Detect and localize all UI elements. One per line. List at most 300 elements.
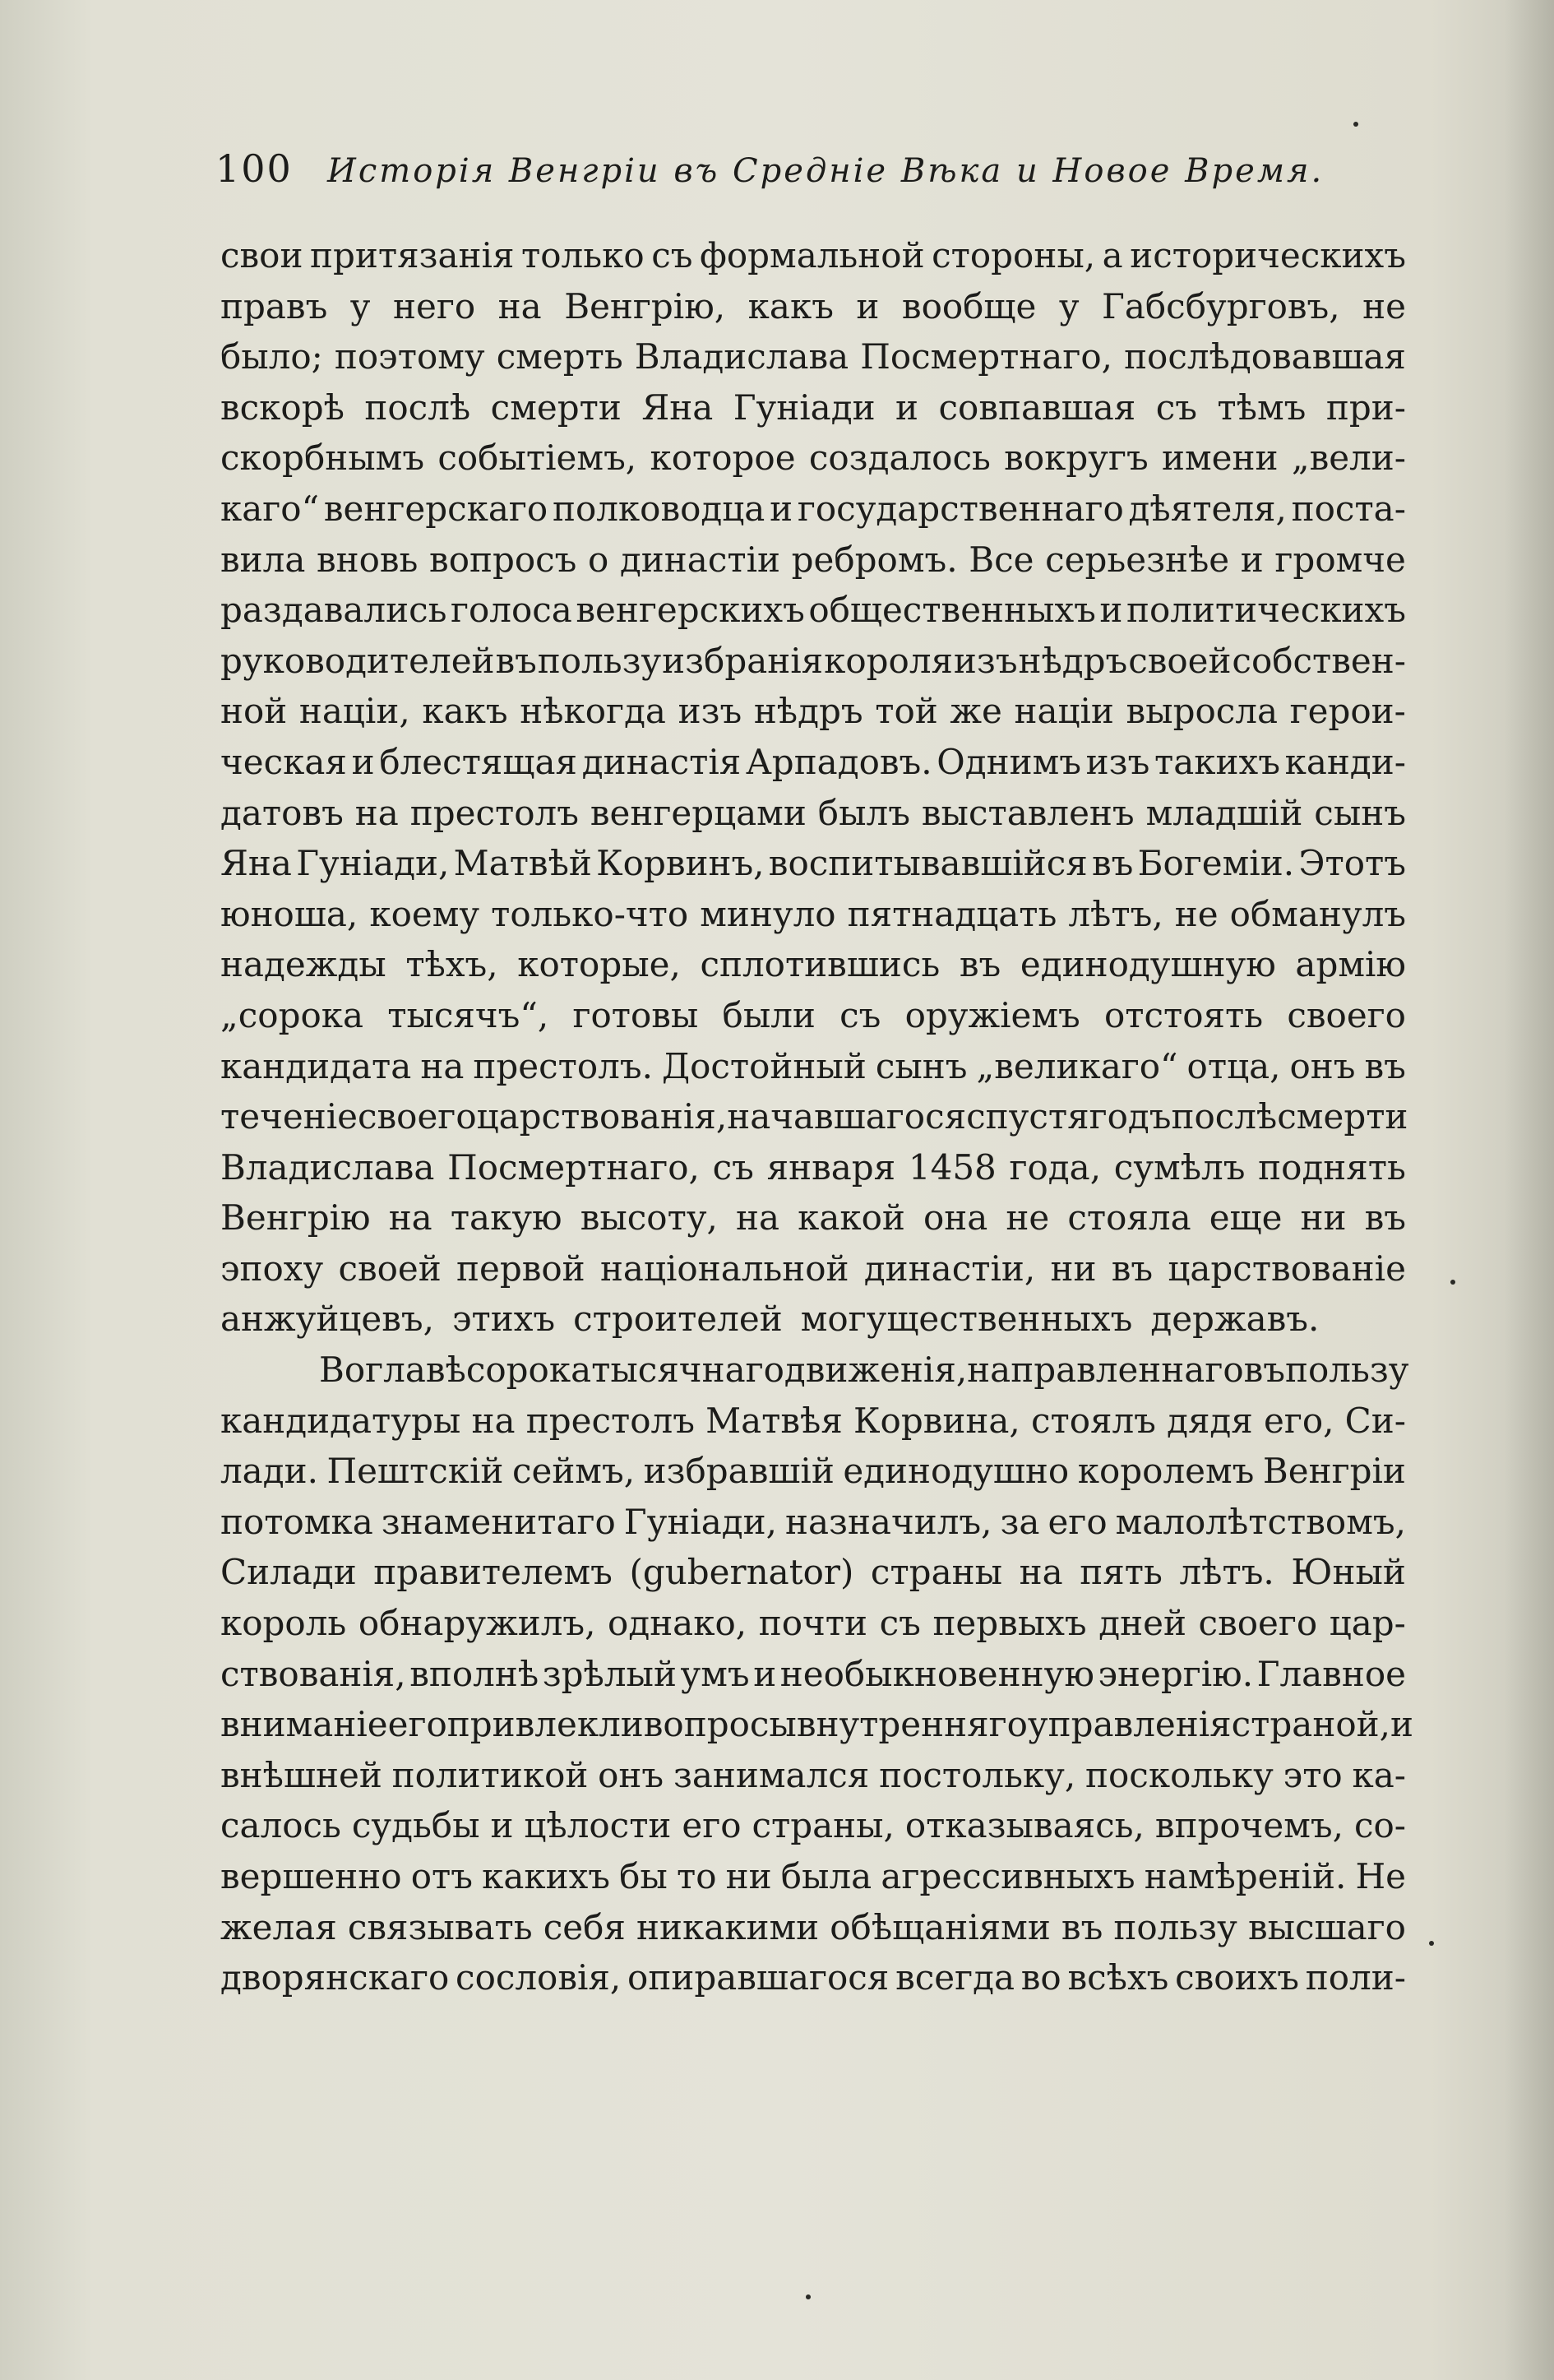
- word: династія: [581, 741, 742, 782]
- word: серьезнѣе: [1045, 539, 1230, 580]
- text-line: [220, 1800, 1406, 1851]
- word: управленія: [1027, 1704, 1232, 1745]
- word: 1458: [908, 1146, 997, 1188]
- word: впрочемъ,: [1154, 1805, 1344, 1846]
- word: Венгріи: [1262, 1451, 1406, 1492]
- word: Гуніади: [733, 387, 876, 428]
- word: онъ: [1289, 1045, 1356, 1086]
- word: себя: [543, 1906, 626, 1947]
- word: Достойный: [661, 1045, 867, 1086]
- word: какой: [798, 1197, 905, 1239]
- word: формальной: [699, 235, 925, 276]
- word: и: [856, 285, 880, 326]
- word: только-что: [491, 893, 689, 934]
- ink-speck: [1429, 1941, 1434, 1946]
- word: дядя: [1167, 1400, 1253, 1441]
- word: кандидата: [220, 1045, 412, 1086]
- word: Матвѣй: [453, 843, 592, 884]
- word: съ: [712, 1146, 754, 1188]
- word: стоялъ: [1030, 1400, 1156, 1441]
- word: поэтому: [334, 336, 485, 377]
- word: съ: [1155, 387, 1197, 428]
- word: страны,: [752, 1805, 895, 1846]
- word: Гуніади,: [296, 843, 450, 884]
- word: его,: [1263, 1400, 1334, 1441]
- word: зрѣлый: [542, 1653, 677, 1694]
- word: стояла: [1067, 1197, 1191, 1239]
- word: ни: [1050, 1248, 1097, 1289]
- word: Во: [319, 1350, 366, 1391]
- word: главѣ: [365, 1350, 466, 1391]
- word: страны: [870, 1552, 1003, 1593]
- word: Не: [1355, 1856, 1406, 1896]
- word: были: [722, 994, 816, 1035]
- word: вновь: [316, 539, 419, 580]
- word: годъ: [1089, 1096, 1172, 1137]
- word: внѣшней: [220, 1754, 382, 1795]
- word: армію: [1295, 944, 1406, 985]
- word: смерти: [490, 387, 622, 428]
- word: поднять: [1258, 1146, 1406, 1188]
- word: вниманіе: [220, 1704, 388, 1745]
- word: была: [780, 1856, 872, 1896]
- word: нѣдръ: [753, 691, 863, 732]
- word: которое: [650, 438, 796, 479]
- word: отца,: [1186, 1045, 1281, 1086]
- word: вскорѣ: [220, 387, 345, 428]
- word: пятнадцать: [847, 893, 1057, 934]
- header-title: Исторія Венгріи въ Средніе Вѣка и Новое Время.: [327, 152, 1325, 190]
- word: а: [1102, 235, 1123, 276]
- text-line: [220, 838, 1406, 889]
- word: она: [923, 1197, 988, 1239]
- text-line: [220, 737, 1406, 788]
- text-line: [220, 1649, 1406, 1700]
- word: ни: [725, 1856, 772, 1896]
- text-line: [220, 382, 1406, 433]
- word: стороны,: [932, 235, 1096, 276]
- word: королемъ: [1077, 1451, 1255, 1492]
- word: высшаго: [1247, 1906, 1406, 1947]
- word: какихъ: [482, 1856, 611, 1896]
- text-line: [220, 1294, 1406, 1345]
- word: Яна: [641, 387, 714, 428]
- word: на: [354, 792, 399, 833]
- word: года,: [1009, 1146, 1102, 1188]
- word: лѣтъ.: [1179, 1552, 1274, 1593]
- word: потомка: [220, 1501, 373, 1542]
- word: изъ: [1085, 741, 1150, 782]
- word: лѣтъ,: [1068, 893, 1163, 934]
- word: съ: [879, 1603, 921, 1644]
- word: нѣкогда: [520, 691, 666, 732]
- word: первой: [456, 1248, 585, 1289]
- word: выросла: [1126, 691, 1279, 732]
- page-edge-shadow: [1505, 0, 1554, 2380]
- word: отказываясь,: [904, 1805, 1145, 1846]
- running-head: [215, 140, 1399, 197]
- ink-speck: [1353, 122, 1358, 127]
- word: надежды: [220, 944, 386, 985]
- word: не: [1362, 285, 1406, 326]
- text-line: [220, 686, 1406, 737]
- text-line: [220, 1851, 1406, 1902]
- word: эпоху: [220, 1248, 324, 1289]
- word: своего: [358, 1096, 477, 1137]
- text-line: [220, 1902, 1406, 1953]
- word: какъ: [422, 691, 508, 732]
- word: голоса: [451, 590, 572, 631]
- word: въ: [1364, 1045, 1406, 1086]
- word: тысячъ“,: [387, 994, 549, 1035]
- text-line: [220, 1598, 1406, 1649]
- text-line: [220, 1192, 1406, 1243]
- word: его: [387, 1704, 447, 1745]
- word: при-: [1325, 387, 1406, 428]
- body-text: [220, 230, 1413, 2003]
- word: только: [521, 235, 645, 276]
- word: короля: [824, 640, 953, 681]
- word: сорокатысячнаго: [465, 1350, 784, 1391]
- word: было;: [220, 336, 323, 377]
- word: единодушно: [843, 1451, 1070, 1492]
- word: во: [1020, 1957, 1061, 1998]
- word: нѣдръ: [1018, 640, 1128, 681]
- word: отстоять: [1103, 994, 1264, 1035]
- word: обѣщаніями: [830, 1906, 1051, 1947]
- word: сеймъ,: [511, 1451, 636, 1492]
- word: пять: [1080, 1552, 1163, 1593]
- word: Главное: [1256, 1653, 1406, 1694]
- word: своего: [1198, 1603, 1318, 1644]
- word: онъ: [598, 1754, 664, 1795]
- word: политикой: [391, 1754, 589, 1795]
- word: въ: [495, 640, 537, 681]
- word: изъ: [953, 640, 1018, 681]
- word: о: [588, 539, 609, 580]
- word: Посмертнаго,: [447, 1146, 700, 1188]
- word: бы: [619, 1856, 668, 1896]
- word: то: [676, 1856, 717, 1896]
- word: скорбнымъ: [220, 438, 425, 479]
- word: поли-: [1305, 1957, 1406, 1998]
- word: могущественныхъ: [800, 1299, 1133, 1340]
- word: вопросъ: [429, 539, 577, 580]
- text-line: [220, 1699, 1413, 1750]
- word: король: [220, 1603, 347, 1644]
- word: Гуніади,: [623, 1501, 777, 1542]
- word: тѣхъ,: [405, 944, 498, 985]
- word: какъ: [747, 285, 834, 326]
- text-line: [220, 484, 1406, 535]
- word: Корвинъ,: [596, 843, 765, 884]
- word: канди-: [1284, 741, 1406, 782]
- word: венгерскаго: [323, 488, 548, 529]
- word: совпавшая: [938, 387, 1136, 428]
- word: вопросы: [643, 1704, 797, 1745]
- page-number: 100: [215, 146, 293, 191]
- word: ка-: [1352, 1754, 1406, 1795]
- word: необыкновенную: [779, 1653, 1094, 1694]
- word: Богеміи.: [1137, 843, 1295, 884]
- word: судьбы: [351, 1805, 480, 1846]
- word: минуло: [700, 893, 836, 934]
- word: поста-: [1291, 488, 1406, 529]
- text-line: [220, 1345, 1409, 1396]
- word: теченіе: [220, 1096, 358, 1137]
- word: дней: [1098, 1603, 1186, 1644]
- word: высоту,: [580, 1197, 718, 1239]
- word: Арпадовъ.: [746, 741, 932, 782]
- word: спустя: [966, 1096, 1089, 1137]
- word: на: [471, 1400, 516, 1441]
- word: ни: [1300, 1197, 1347, 1239]
- text-line: [220, 889, 1406, 940]
- word: дворянскаго: [220, 1957, 450, 1998]
- word: выставленъ: [921, 792, 1135, 833]
- word: связывать: [347, 1906, 533, 1947]
- text-line: [220, 433, 1406, 484]
- word: „сорока: [220, 994, 364, 1035]
- word: и: [770, 488, 793, 529]
- word: Пештскій: [326, 1451, 504, 1492]
- word: Габсбурговъ,: [1102, 285, 1340, 326]
- word: лади.: [220, 1451, 318, 1492]
- word: въ: [1111, 1248, 1154, 1289]
- word: на: [388, 1197, 432, 1239]
- word: въ: [1091, 843, 1134, 884]
- word: Все: [969, 539, 1034, 580]
- word: „великаго“: [976, 1045, 1178, 1086]
- word: Си-: [1344, 1400, 1406, 1441]
- word: салось: [220, 1805, 341, 1846]
- word: общественныхъ: [808, 590, 1096, 631]
- word: же: [950, 691, 1002, 732]
- word: герои-: [1289, 691, 1406, 732]
- word: ческая: [220, 741, 347, 782]
- word: своихъ: [1175, 1957, 1299, 1998]
- word: тѣмъ: [1217, 387, 1307, 428]
- word: внутренняго: [796, 1704, 1028, 1745]
- word: цар-: [1329, 1603, 1406, 1644]
- word: кандидатуры: [220, 1400, 461, 1441]
- word: энергію.: [1098, 1653, 1254, 1694]
- word: имени: [1162, 438, 1279, 479]
- word: него: [393, 285, 476, 326]
- word: и: [895, 387, 919, 428]
- word: ной: [220, 691, 288, 732]
- word: страной,: [1231, 1704, 1390, 1745]
- word: историческихъ: [1130, 235, 1406, 276]
- word: послѣ: [364, 387, 471, 428]
- text-line: [220, 636, 1406, 687]
- word: умъ: [680, 1653, 750, 1694]
- word: престолъ: [409, 792, 579, 833]
- word: смерти: [1277, 1096, 1408, 1137]
- word: царствованія,: [476, 1096, 728, 1137]
- word: не: [1174, 893, 1219, 934]
- word: такую: [450, 1197, 562, 1239]
- word: сынъ: [875, 1045, 968, 1086]
- word: привлекли: [446, 1704, 644, 1745]
- text-line: [220, 788, 1406, 839]
- word: на: [420, 1045, 465, 1086]
- word: назначилъ,: [785, 1501, 992, 1542]
- word: знаменитаго: [381, 1501, 616, 1542]
- word: готовы: [572, 994, 699, 1035]
- word: Владислава: [634, 336, 849, 377]
- word: намѣреній.: [1144, 1856, 1347, 1896]
- word: смерть: [496, 336, 623, 377]
- word: блестящая: [379, 741, 578, 782]
- text-line: [220, 230, 1406, 281]
- word: той: [875, 691, 938, 732]
- word: Венгрію: [220, 1197, 371, 1239]
- word: въ: [1243, 1350, 1285, 1391]
- word: своего: [1287, 994, 1406, 1035]
- word: желая: [220, 1906, 337, 1947]
- word: агрессивныхъ: [881, 1856, 1135, 1896]
- word: Корвина,: [853, 1400, 1020, 1441]
- word: Однимъ: [937, 741, 1081, 782]
- word: „вели-: [1291, 438, 1406, 479]
- word: января: [766, 1146, 896, 1188]
- word: послѣ: [1171, 1096, 1278, 1137]
- text-line: [220, 1497, 1406, 1548]
- word: датовъ: [220, 792, 344, 833]
- ink-speck: [1450, 1280, 1455, 1285]
- text-line: [220, 1750, 1406, 1801]
- word: націи,: [298, 691, 410, 732]
- word: державъ.: [1150, 1299, 1320, 1340]
- word: его: [1048, 1501, 1108, 1542]
- word: направленнаго: [967, 1350, 1244, 1391]
- text-line: [220, 1091, 1406, 1142]
- word: Силади: [220, 1552, 357, 1593]
- word: однако,: [608, 1603, 747, 1644]
- word: престолъ.: [473, 1045, 653, 1086]
- word: съ: [651, 235, 693, 276]
- word: венгерцами: [590, 792, 807, 833]
- word: ствованія,: [220, 1653, 406, 1694]
- word: въ: [1061, 1906, 1103, 1947]
- word: съ: [839, 994, 881, 1035]
- word: полководца: [552, 488, 765, 529]
- word: еще: [1209, 1197, 1283, 1239]
- text-line: [220, 535, 1406, 586]
- text-line: [220, 585, 1406, 636]
- word: національной: [599, 1248, 849, 1289]
- text-line: [220, 1547, 1406, 1598]
- word: сословія,: [456, 1957, 622, 1998]
- word: и: [1099, 590, 1123, 631]
- ink-speck: [806, 2294, 811, 2299]
- word: движенія,: [784, 1350, 968, 1391]
- word: Юный: [1291, 1552, 1406, 1593]
- text-line: [220, 1041, 1406, 1092]
- word: это: [1283, 1754, 1343, 1795]
- text-line: [220, 990, 1406, 1041]
- word: раздавались: [220, 590, 447, 631]
- text-line: [220, 1243, 1406, 1294]
- text-line: [220, 281, 1406, 332]
- word: занимался: [673, 1754, 870, 1795]
- word: династіи,: [863, 1248, 1036, 1289]
- text-line: [220, 1396, 1406, 1447]
- text-line: [220, 1446, 1406, 1497]
- word: воспитывавшійся: [768, 843, 1088, 884]
- word: обманулъ: [1229, 893, 1406, 934]
- text-line: [220, 939, 1406, 990]
- word: со-: [1353, 1805, 1406, 1846]
- word: въ: [1364, 1197, 1406, 1239]
- word: малолѣтствомъ,: [1115, 1501, 1406, 1542]
- text-line: [220, 1142, 1406, 1193]
- word: ребромъ.: [791, 539, 958, 580]
- word: каго“: [220, 488, 320, 529]
- word: правителемъ: [373, 1552, 613, 1593]
- word: вокругъ: [1004, 438, 1149, 479]
- word: за: [1000, 1501, 1040, 1542]
- word: такихъ: [1154, 741, 1280, 782]
- word: строителей: [573, 1299, 783, 1340]
- word: поскольку: [1085, 1754, 1274, 1795]
- word: династіи: [619, 539, 781, 580]
- word: почти: [758, 1603, 867, 1644]
- word: вила: [220, 539, 306, 580]
- word: сплотившись: [700, 944, 941, 985]
- word: сумѣлъ: [1113, 1146, 1246, 1188]
- word: цѣлости: [524, 1805, 672, 1846]
- word: всегда: [895, 1957, 1015, 1998]
- word: на: [735, 1197, 780, 1239]
- word: и: [351, 741, 375, 782]
- word: правъ: [220, 285, 328, 326]
- word: пользу: [1113, 1906, 1237, 1947]
- word: начавшагося: [727, 1096, 967, 1137]
- word: событіемъ,: [437, 438, 637, 479]
- text-line: [220, 331, 1406, 382]
- word: избранія: [662, 640, 824, 681]
- word: никакими: [636, 1906, 820, 1947]
- word: громче: [1274, 539, 1406, 580]
- word: всѣхъ: [1067, 1957, 1169, 1998]
- word: дѣятеля,: [1128, 488, 1287, 529]
- word: вершенно: [220, 1856, 402, 1896]
- word: государственнаго: [797, 488, 1124, 529]
- word: и: [1390, 1704, 1413, 1745]
- word: (gubernator): [629, 1552, 854, 1593]
- word: на: [1019, 1552, 1063, 1593]
- word: своей: [338, 1248, 442, 1289]
- word: націи: [1014, 691, 1114, 732]
- word: оружіемъ: [904, 994, 1080, 1035]
- word: вполнѣ: [409, 1653, 539, 1694]
- word: своей: [1128, 640, 1232, 681]
- word: отъ: [410, 1856, 473, 1896]
- word: у: [349, 285, 371, 326]
- word: первыхъ: [932, 1603, 1087, 1644]
- word: избравшій: [643, 1451, 835, 1492]
- word: на: [497, 285, 542, 326]
- word: сынъ: [1314, 792, 1406, 833]
- word: былъ: [817, 792, 910, 833]
- word: и: [490, 1805, 514, 1846]
- word: младшій: [1145, 792, 1303, 833]
- word: у: [1058, 285, 1080, 326]
- word: единодушную: [1020, 944, 1276, 985]
- word: царствованіе: [1168, 1248, 1406, 1289]
